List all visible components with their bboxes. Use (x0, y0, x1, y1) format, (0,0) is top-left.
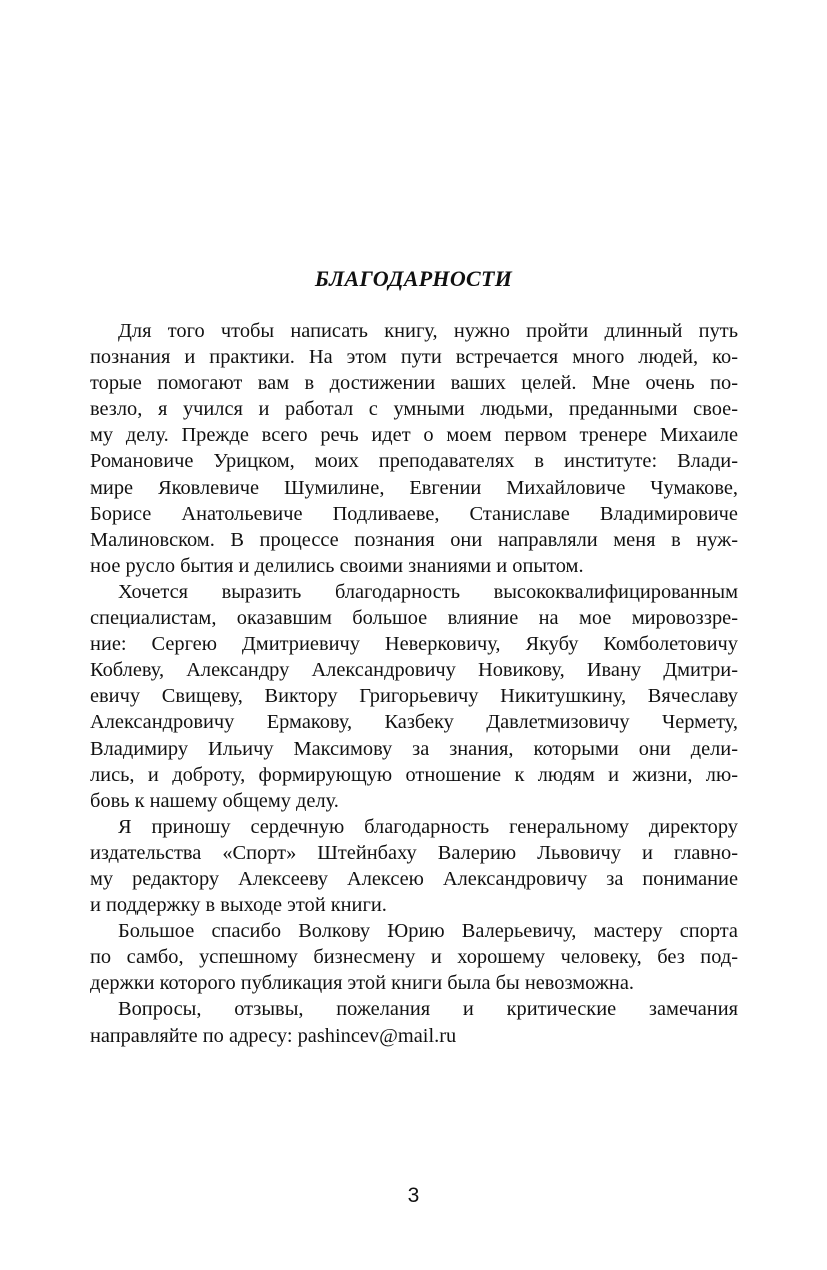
acknowledgements-text (90, 318, 738, 1049)
text-line: Борисе Анатольевиче Подливаеве, Станиславе Владимировиче (90, 502, 738, 525)
text-line: Александровичу Ермакову, Казбеку Давлетмизовичу Чермету, (90, 711, 738, 734)
text-line: везло, я учился и работал с умными людьми, преданными свое- (90, 398, 738, 421)
page-title: БЛАГОДАРНОСТИ (314, 266, 513, 291)
text-line: бовь к нашему общему делу. (90, 789, 339, 812)
text-line: му делу. Прежде всего речь идет о моем первом тренере Михаиле (90, 424, 738, 447)
text-line: по самбо, успешному бизнесмену и хорошему человеку, без под- (90, 946, 738, 969)
text-line: Хочется выразить благодарность высококвалифицированным (118, 580, 738, 603)
text-line: издательства «Спорт» Штейнбаху Валерию Львовичу и главно- (90, 841, 738, 864)
text-line: торые помогают вам в достижении ваших целей. Мне очень по- (90, 372, 738, 395)
text-line: держки которого публикация этой книги была бы невозможна. (90, 972, 634, 995)
text-line: мире Яковлевиче Шумилине, Евгении Михайловиче Чумакове, (90, 476, 738, 499)
text-line: Большое спасибо Волкову Юрию Валерьевичу, мастеру спорта (118, 920, 738, 943)
text-line: му редактору Алексееву Алексею Александровичу за понимание (90, 867, 738, 890)
text-line: Коблеву, Александру Александровичу Новикову, Ивану Дмитри- (90, 659, 738, 682)
text-line: Для того чтобы написать книгу, нужно пройти длинный путь (118, 320, 738, 342)
text-line: Владимиру Ильичу Максимову за знания, которыми они дели- (90, 737, 738, 760)
text-line: Вопросы, отзывы, пожелания и критические замечания (118, 998, 738, 1021)
text-line: специалистам, оказавшим большое влияние на мое мировоззре- (90, 607, 738, 630)
text-line: Я приношу сердечную благодарность генеральному директору (118, 815, 738, 838)
text-line: лись, и доброту, формирующую отношение к людям и жизни, лю- (90, 763, 738, 786)
text-line: познания и практики. На этом пути встречается много людей, ко- (90, 346, 738, 369)
text-line: Малиновском. В процессе познания они направляли меня в нуж- (90, 528, 738, 551)
page-number: 3 (407, 1184, 420, 1207)
text-line: Романовиче Урицком, моих преподавателях в институте: Влади- (90, 450, 738, 473)
text-line: направляйте по адресу: pashincev@mail.ru (90, 1024, 457, 1047)
text-line: ние: Сергею Дмитриевичу Неверковичу, Якубу Комболетовичу (90, 633, 738, 656)
text-line: и поддержку в выходе этой книги. (90, 894, 387, 917)
text-line: евичу Свищеву, Виктору Григорьевичу Никитушкину, Вячеславу (90, 685, 738, 708)
text-line: ное русло бытия и делились своими знаниями и опытом. (90, 554, 584, 577)
